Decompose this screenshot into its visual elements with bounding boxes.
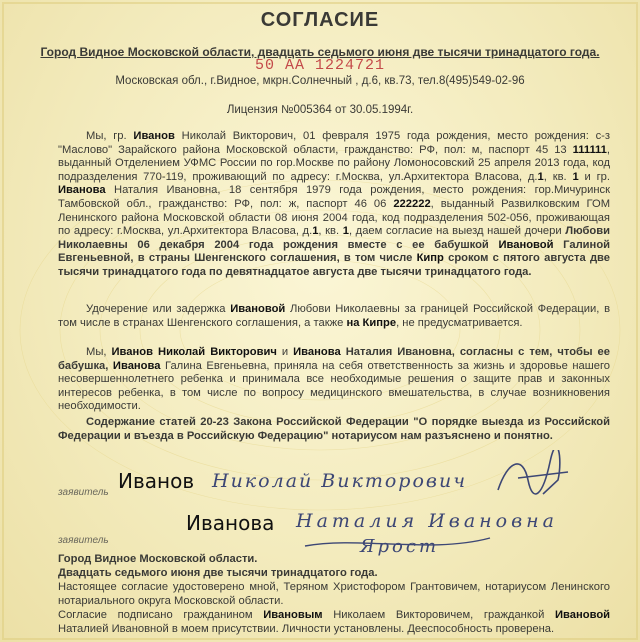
surname-field: Иванова (58, 184, 106, 197)
signature-label: заявитель (58, 487, 109, 498)
notary-certification: Настоящее согласие удостоверено мной, Теряном Христофором Грантовичем, нотариусом Ленинского нотариального округа Московской области. (58, 581, 610, 607)
consent-paragraph-1: Мы, гр. Иванов Николай Викторович, 01 февраля 1975 года рождения, место рождения: с-з "Маслово" Зарайского района Московской области, гражданство: РФ, пол: м, паспорт 45 13 111111, выданный Отделением УФМС России по гор.Москве по району Ломоносовский 25 апреля 2013 года, код подразделения 770-119, проживающий по адресу: г.Москва, ул.Архитектора Власова, д.1, кв. 1 и гр. Иванова Наталия Ивановна, 18 сентября 1979 года рождения, место рождения: гор.Мичуринск Тамбовской обл., гражданство: РФ, пол: ж, паспорт 46 06 222222, выданный Развилковским ГОМ Ленинского района Московской области 08 июня 2004 года, код подразделения 502-056, проживающая по адресу: г.Москва, ул.Архитектора Власова, д.1, кв. 1, даем согласие на выезд нашей дочери Любови Николаевны 06 декабря 2004 года рождения вместе с ее бабушкой Ивановой Галиной Евгеньевной, в страны Шенгенского соглашения, в том числе Кипр сроком с пятого августа две тысячи тринадцатого года по девятнадцатое августа две тысячи тринадцатого года. (58, 130, 611, 278)
passport-field: 111111 (572, 143, 607, 156)
surname-field: Иванов (133, 130, 175, 142)
name-field: Иванов Николай Викторович (111, 346, 277, 358)
signature-label: заявитель (58, 535, 109, 546)
handwritten-signature-2: Наталия Ивановна (296, 510, 559, 532)
city-date-line: Город Видное Московской области, двадцать седьмого июня две тысячи тринадцатого года. (40, 45, 600, 59)
notary-address: Московская обл., г.Видное, мкрн.Солнечный , д.6, кв.73, тел.8(495)549-02-96 (115, 75, 525, 87)
serial-number: 50 АА 1224721 (254, 57, 386, 74)
signature-flourish-1 (488, 450, 578, 502)
handwritten-signature-1: Николай Викторович (212, 470, 468, 492)
notary-section (58, 552, 610, 636)
license-line: Лицензия №005364 от 30.05.1994г. (226, 104, 414, 116)
surname-field: Ивановой (498, 238, 554, 251)
notary-date: Двадцать седьмого июня две тысячи тринадцатого года. (58, 567, 378, 579)
surname-field: Ивановой (555, 609, 611, 621)
notary-signed-by: Согласие подписано гражданином Ивановым Николаем Викторовичем, гражданкой Ивановой Наталией Ивановной в моем присутствии. Личности установлены. Дееспособность проверена. (58, 609, 611, 635)
handwritten-signature-2b: Ярост (360, 536, 440, 557)
consent-paragraph-3: Мы, Иванов Николай Викторович и Иванова Наталия Ивановна, согласны с тем, чтобы ее бабушка, Иванова Галина Евгеньевна, приняла на себя ответственность за жизнь и здоровье нашего несовершеннолетнего ребенка и принимала все необходимые решения о защите прав и законных интересов ребенка, в том числе по вопросу медицинского вмешательства, в случае возникновения необходимости. (58, 346, 611, 413)
passport-field: 222222 (393, 197, 431, 210)
consent-paragraph-2: Удочерение или задержка Ивановой Любови Николаевны за границей Российской Федерации, в том числе в странах Шенгенского соглашения, а также на Кипре, не предусматривается. (58, 303, 611, 329)
signer-name-1: Иванов (118, 469, 195, 493)
document-title: СОГЛАСИЕ (260, 9, 380, 31)
consent-paragraph-4: Содержание статей 20-23 Закона Российской Федерации "О порядке выезда из Российской Федерации и въезда в Российскую Федерацию" нотариусом нам разъяснено и понятно. (58, 416, 610, 442)
country-field: Кипр (416, 252, 444, 265)
surname-field: Ивановым (263, 609, 323, 621)
name-field: Иванова (112, 359, 161, 372)
country-field: на Кипре (346, 316, 397, 329)
signer-name-2: Иванова (186, 511, 275, 535)
name-field: Иванова (293, 346, 341, 358)
notary-city: Город Видное Московской области. (58, 553, 258, 565)
surname-field: Ивановой (230, 303, 286, 315)
